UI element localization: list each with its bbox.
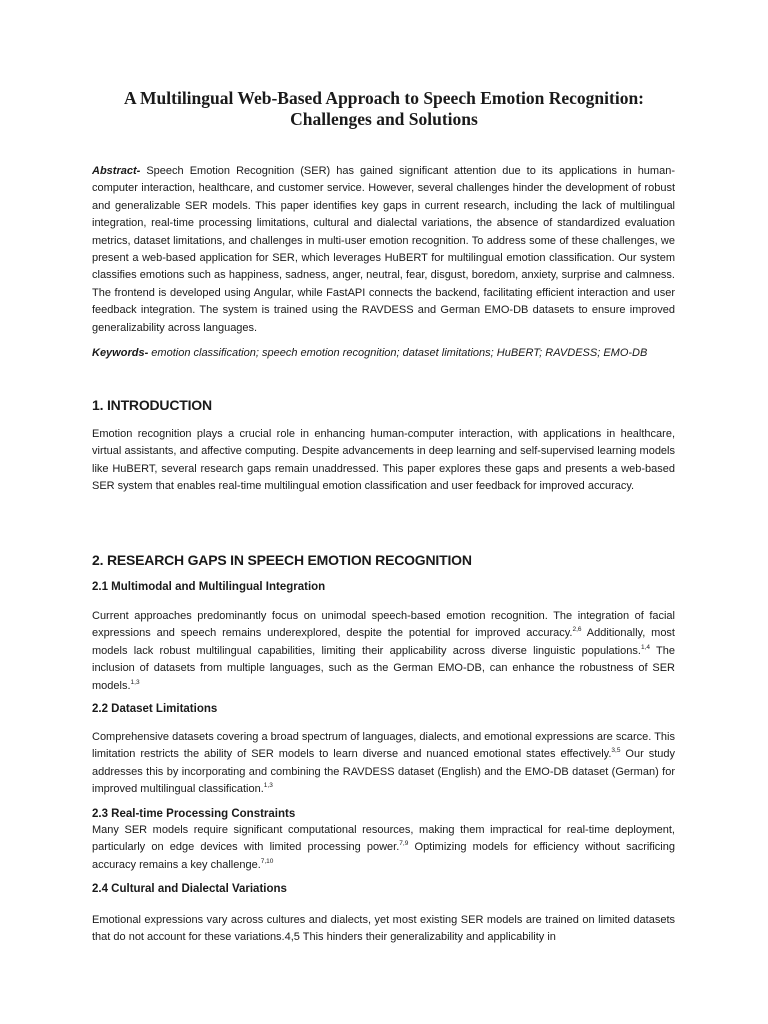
subsection-2-4-text: Emotional expressions vary across cultures and dialects, yet most existing SER models are trained on limited datasets that do not account for these variations.4,5 This hinders their generalizability and applicability in [92,914,675,944]
citation: 7,9 [399,840,409,848]
section-1-heading: 1. INTRODUCTION [92,397,212,413]
keywords-text: emotion classification; speech emotion recognition; dataset limitations; HuBERT; RAVDESS; EMO-DB [148,347,648,359]
sub22-text-a: Comprehensive datasets covering a broad spectrum of languages, dialects, and emotional expressions are scarce. This limitation restricts the ability of SER models to learn diverse and nuanced emotional states effectively. [92,731,675,761]
citation: 1,3 [263,782,273,790]
abstract [92,163,675,337]
citation: 3,5 [611,747,621,755]
keywords-label: Keywords- [92,347,149,359]
abstract-label: Abstract- [92,165,141,177]
subsection-2-1-text [92,608,675,695]
keywords [92,345,675,362]
subsection-2-2-text [92,729,675,799]
sub21-text-c: The inclusion of datasets from multiple languages, such as the German EMO-DB, can enhance the robustness of SER models. [92,644,676,692]
sub21-text-b: Additionally, most models lack robust multilingual capabilities, limiting their applicability across diverse linguistic populations. [92,627,675,657]
subsection-2-1-heading: 2.1 Multimodal and Multilingual Integration [92,581,326,593]
abstract-text: Speech Emotion Recognition (SER) has gained significant attention due to its applications in human-computer interaction, healthcare, and customer service. However, several challenges hinder the development of robust and generalizable SER models. This paper identifies key gaps in current research, including the lack of multilingual integration, real-time processing limitations, cultural and dialectal variations, the absence of standardized evaluation metrics, dataset limitations, and challenges in multi-user emotion recognition. To address some of these challenges, we present a web-based application for SER, which leverages HuBERT for multilingual emotion classification. Our system classifies emotions such as happiness, sadness, anger, neutral, fear, disgust, boredom, anxiety, surprise and calmness. The frontend is developed using Angular, while FastAPI connects the backend, facilitating efficient interaction and user feedback integration. The system is trained using the RAVDESS and German EMO-DB datasets to ensure improved generalizability across languages. [92,165,675,334]
citation: 1,4 [640,643,650,651]
section-1-text: Emotion recognition plays a crucial role in enhancing human-computer interaction, with applications in healthcare, virtual assistants, and affective computing. Despite advancements in deep learning and self-supervised learning models like HuBERT, several research gaps remain unaddressed. This paper explores these gaps and presents a web-based SER system that enables real-time multilingual emotion classification and user feedback for improved accuracy. [92,428,675,493]
sub23-text-b: Optimizing models for efficiency without sacrificing accuracy remains a key challenge. [92,841,675,871]
sub22-text-b: Our study addresses this by incorporating and combining the RAVDESS dataset (English) and the EMO-DB dataset (German) for improved multilingual classification. [92,748,675,796]
title-line-2: Challenges and Solutions [290,109,478,129]
title-line-1: A Multilingual Web-Based Approach to Speech Emotion Recognition: [123,88,645,108]
section-2-heading: 2. RESEARCH GAPS IN SPEECH EMOTION RECOGNITION [92,552,472,568]
subsection-2-2-heading: 2.2 Dataset Limitations [92,703,218,715]
subsection-2-3-text [92,822,675,874]
citation: 1,3 [130,678,140,686]
citation: 2,6 [572,626,582,634]
citation: 7,10 [260,857,274,865]
sub23-text-a: Many SER models require significant computational resources, making them impractical for real-time deployment, particularly on edge devices with limited processing power. [92,824,675,854]
paper-title [60,88,708,130]
sub21-text-a: Current approaches predominantly focus on unimodal speech-based emotion recognition. The integration of facial expressions and speech remains underexplored, despite the potential for improved accuracy. [92,610,675,640]
subsection-2-3-heading: 2.3 Real-time Processing Constraints [92,808,296,820]
subsection-2-4-heading: 2.4 Cultural and Dialectal Variations [92,883,287,895]
